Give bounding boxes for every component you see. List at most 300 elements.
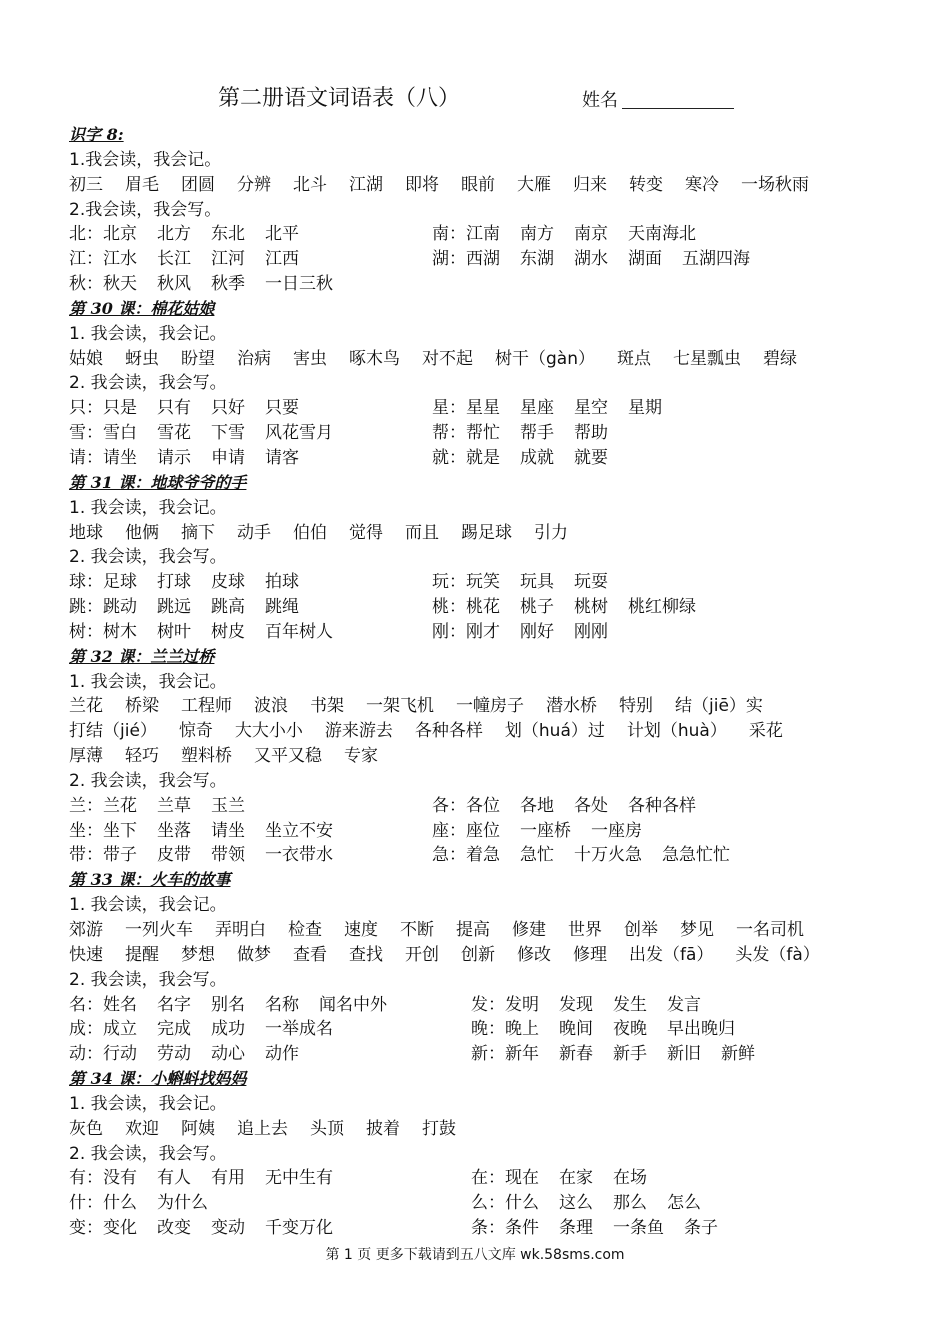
- vocab-word: 千变万化: [265, 1218, 333, 1239]
- vocab-word: 对不起: [422, 348, 473, 369]
- vocab-word: 头发（fà）: [735, 944, 820, 965]
- vocab-word: 怎么: [667, 1193, 701, 1214]
- write-row: [69, 272, 869, 297]
- write-row: [69, 421, 869, 446]
- vocab-word: 新旧: [667, 1044, 701, 1065]
- write-row: [69, 794, 869, 819]
- vocab-word: 树干（gàn）: [495, 348, 595, 369]
- vocab-word: 修理: [573, 944, 607, 965]
- vocab-word: 名字: [157, 994, 191, 1015]
- vocab-word: 树木: [103, 621, 137, 642]
- vocab-word: 完成: [157, 1019, 191, 1040]
- write-instruction: 2. 我会读，我会写。: [69, 770, 227, 791]
- vocab-word: 眉毛: [125, 174, 159, 195]
- vocab-word: 别名: [211, 994, 245, 1015]
- vocab-word: 一架飞机: [366, 696, 434, 717]
- vocab-word: 北京: [103, 224, 137, 245]
- vocab-word: 请坐: [103, 447, 137, 468]
- write-right-group: [432, 843, 750, 868]
- vocab-word: 没有: [103, 1168, 137, 1189]
- vocab-word: 皮球: [211, 572, 245, 593]
- vocab-word: 江水: [103, 249, 137, 270]
- character-head: 变：: [69, 1218, 103, 1239]
- vocab-word: 一座桥: [520, 820, 571, 841]
- vocab-word: 江湖: [349, 174, 383, 195]
- vocab-word: 打鼓: [422, 1118, 456, 1139]
- read-instruction: 1. 我会读，我会记。: [69, 323, 227, 344]
- vocab-word: 早出晚归: [667, 1019, 735, 1040]
- write-right-group: [432, 222, 716, 247]
- read-word-line: [69, 173, 869, 198]
- vocab-word: 轻巧: [125, 746, 159, 767]
- vocab-word: 郊游: [69, 920, 103, 940]
- vocab-word: 采花: [748, 721, 783, 742]
- vocab-word: 星星: [466, 398, 500, 419]
- write-right-group: [471, 1017, 755, 1042]
- read-word-line: [69, 694, 869, 719]
- character-head: 座：: [432, 820, 466, 841]
- character-head: 有：: [69, 1168, 103, 1189]
- vocab-word: 只有: [157, 398, 191, 419]
- read-instruction: 1. 我会读，我会记。: [69, 895, 227, 916]
- title-row: [0, 84, 950, 114]
- vocab-word: 跳远: [157, 597, 191, 618]
- character-head: 条：: [471, 1218, 505, 1239]
- vocab-word: 现在: [505, 1168, 539, 1189]
- write-right-group: [432, 396, 682, 421]
- vocab-word: 惊奇: [178, 721, 213, 742]
- vocab-word: 这么: [559, 1193, 593, 1214]
- vocab-word: 新年: [505, 1044, 539, 1065]
- vocab-word: 专家: [344, 746, 378, 767]
- vocab-word: 请客: [265, 447, 299, 468]
- write-right-group: [432, 819, 662, 844]
- vocab-word: 一日三秋: [265, 274, 333, 295]
- vocab-word: 新手: [613, 1044, 647, 1065]
- write-left-group: [69, 1166, 353, 1191]
- write-left-group: [69, 446, 319, 471]
- vocab-word: 帮手: [520, 423, 554, 444]
- write-left-group: [69, 272, 353, 297]
- vocab-word: 什么: [103, 1193, 137, 1214]
- vocab-word: 只是: [103, 398, 137, 419]
- write-right-group: [471, 1166, 667, 1191]
- vocab-word: 出发（fā）: [629, 944, 714, 965]
- vocab-word: 玩耍: [574, 572, 608, 593]
- vocab-word: 一名司机: [736, 920, 804, 940]
- character-head: 请：: [69, 447, 103, 468]
- vocab-word: 湖水: [574, 249, 608, 270]
- write-row: [69, 222, 869, 247]
- vocab-word: 坐立不安: [265, 820, 333, 841]
- vocab-word: 动手: [237, 522, 271, 543]
- vocab-word: 星座: [520, 398, 554, 419]
- vocab-word: 阿姨: [181, 1118, 215, 1139]
- character-head: 树：: [69, 621, 103, 642]
- section-heading: 第 32 课：兰兰过桥: [69, 646, 215, 666]
- vocab-word: 十万火急: [574, 845, 642, 866]
- write-instruction: 2. 我会读，我会写。: [69, 969, 227, 990]
- vocab-word: 各地: [520, 795, 554, 816]
- vocab-word: 团圆: [181, 174, 215, 195]
- vocab-word: 变化: [103, 1218, 137, 1239]
- vocab-word: 欢迎: [125, 1118, 159, 1139]
- vocab-word: 提醒: [125, 944, 159, 965]
- write-row: [69, 247, 869, 272]
- write-right-group: [471, 1216, 738, 1241]
- write-row: [69, 446, 869, 471]
- vocab-word: 湖面: [628, 249, 662, 270]
- vocab-word: 眼前: [461, 174, 495, 195]
- vocab-word: 斑点: [616, 348, 651, 369]
- write-left-group: [69, 570, 319, 595]
- vocab-word: 发现: [559, 994, 593, 1015]
- character-head: 江：: [69, 249, 103, 270]
- vocab-word: 弄明白: [215, 920, 266, 940]
- vocab-word: 有人: [157, 1168, 191, 1189]
- vocabulary-content: [69, 123, 869, 1241]
- vocab-word: 大雁: [517, 174, 551, 195]
- vocab-word: 一列火车: [125, 920, 193, 940]
- character-head: 发：: [471, 994, 505, 1015]
- vocab-word: 快速: [69, 944, 103, 965]
- vocab-word: 划（huá）过: [504, 721, 605, 742]
- character-head: 秋：: [69, 274, 103, 295]
- vocab-word: 成就: [520, 447, 554, 468]
- vocab-word: 归来: [573, 174, 607, 195]
- character-head: 只：: [69, 398, 103, 419]
- write-left-group: [69, 993, 407, 1018]
- vocab-word: 江河: [211, 249, 245, 270]
- vocab-word: 世界: [568, 920, 602, 940]
- write-left-group: [69, 1042, 319, 1067]
- vocab-word: 南方: [520, 224, 554, 245]
- vocab-word: 速度: [344, 920, 378, 940]
- vocab-word: 请坐: [211, 820, 245, 841]
- vocab-word: 无中生有: [265, 1168, 333, 1189]
- write-left-group: [69, 620, 353, 645]
- vocab-word: 一座房: [591, 820, 642, 841]
- vocab-word: 闻名中外: [319, 994, 387, 1015]
- vocab-word: 下雪: [211, 423, 245, 444]
- write-row: [69, 620, 869, 645]
- vocab-word: 条件: [505, 1218, 539, 1239]
- vocab-word: 秋风: [157, 274, 191, 295]
- character-head: 名：: [69, 994, 103, 1015]
- vocab-word: 打球: [157, 572, 191, 593]
- write-row: [69, 570, 869, 595]
- vocab-word: 塑料桥: [181, 746, 232, 767]
- write-left-group: [69, 396, 319, 421]
- section-heading: 第 31 课：地球爷爷的手: [69, 472, 247, 492]
- read-word-line: [69, 521, 869, 546]
- vocab-word: 成立: [103, 1019, 137, 1040]
- write-right-group: [471, 993, 721, 1018]
- character-head: 成：: [69, 1019, 103, 1040]
- vocab-word: 劳动: [157, 1044, 191, 1065]
- write-right-group: [432, 794, 716, 819]
- vocab-word: 帮助: [574, 423, 608, 444]
- vocab-word: 蚜虫: [125, 348, 159, 369]
- vocab-word: 刚才: [466, 621, 500, 642]
- vocab-word: 动心: [211, 1044, 245, 1065]
- write-instruction: 2.我会读，我会写。: [69, 199, 222, 220]
- name-label: 姓名: [582, 90, 618, 111]
- write-left-group: [69, 1017, 353, 1042]
- vocab-word: 厚薄: [69, 746, 103, 767]
- section-heading: 第 30 课：棉花姑娘: [69, 298, 215, 318]
- vocab-word: 改变: [157, 1218, 191, 1239]
- vocab-word: 查找: [349, 944, 383, 965]
- vocab-word: 动作: [265, 1044, 299, 1065]
- vocab-word: 盼望: [181, 348, 215, 369]
- vocab-word: 各处: [574, 795, 608, 816]
- character-head: 北：: [69, 224, 103, 245]
- vocab-word: 急忙: [520, 845, 554, 866]
- character-head: 新：: [471, 1044, 505, 1065]
- vocab-word: 分辨: [237, 174, 271, 195]
- write-left-group: [69, 247, 319, 272]
- vocab-word: 觉得: [349, 522, 383, 543]
- vocab-word: 南京: [574, 224, 608, 245]
- write-left-group: [69, 819, 353, 844]
- vocab-word: 那么: [613, 1193, 647, 1214]
- vocab-word: 做梦: [237, 944, 271, 965]
- write-right-group: [432, 446, 628, 471]
- vocab-word: 天南海北: [628, 224, 696, 245]
- vocab-word: 寒冷: [685, 174, 719, 195]
- character-head: 么：: [471, 1193, 505, 1214]
- vocab-word: 创举: [624, 920, 658, 940]
- vocab-word: 跳绳: [265, 597, 299, 618]
- write-row: [69, 1216, 869, 1241]
- write-instruction: 2. 我会读，我会写。: [69, 373, 227, 394]
- character-head: 什：: [69, 1193, 103, 1214]
- write-left-group: [69, 595, 319, 620]
- read-word-line: [69, 347, 869, 372]
- vocab-word: 桃红柳绿: [628, 597, 696, 618]
- read-instruction: 1. 我会读，我会记。: [69, 497, 227, 518]
- character-head: 晚：: [471, 1019, 505, 1040]
- write-right-group: [432, 620, 628, 645]
- vocab-word: 桃子: [520, 597, 554, 618]
- character-head: 刚：: [432, 621, 466, 642]
- vocab-word: 兰花: [103, 795, 137, 816]
- page-footer: 第 1 页 更多下载请到五八文库 wk.58sms.com: [325, 1247, 625, 1263]
- vocab-word: 姓名: [103, 994, 137, 1015]
- vocab-word: 披着: [366, 1118, 400, 1139]
- write-left-group: [69, 1191, 228, 1216]
- vocab-word: 桃树: [574, 597, 608, 618]
- vocab-word: 特别: [619, 696, 653, 717]
- vocab-word: 玉兰: [211, 795, 245, 816]
- character-head: 坐：: [69, 820, 103, 841]
- vocab-word: 跳高: [211, 597, 245, 618]
- write-right-group: [432, 247, 770, 272]
- vocab-word: 新春: [559, 1044, 593, 1065]
- character-head: 在：: [471, 1168, 505, 1189]
- vocab-word: 秋天: [103, 274, 137, 295]
- vocab-word: 雪花: [157, 423, 191, 444]
- vocab-word: 又平又稳: [254, 746, 322, 767]
- character-head: 桃：: [432, 597, 466, 618]
- vocab-word: 不断: [400, 920, 434, 940]
- write-left-group: [69, 421, 353, 446]
- vocab-word: 风花雪月: [265, 423, 333, 444]
- vocab-word: 兰花: [69, 696, 103, 717]
- vocab-word: 大大小小: [234, 721, 303, 742]
- vocab-word: 桃花: [466, 597, 500, 618]
- vocab-word: 树皮: [211, 621, 245, 642]
- vocab-word: 一幢房子: [456, 696, 524, 717]
- vocab-word: 修改: [517, 944, 551, 965]
- write-left-group: [69, 794, 265, 819]
- vocab-word: 条子: [684, 1218, 718, 1239]
- write-right-group: [432, 421, 628, 446]
- write-right-group: [432, 570, 628, 595]
- vocab-word: 梦见: [680, 920, 714, 940]
- vocab-word: 着急: [466, 845, 500, 866]
- write-row: [69, 396, 869, 421]
- character-head: 雪：: [69, 423, 103, 444]
- vocab-word: 工程师: [181, 696, 232, 717]
- vocab-word: 为什么: [157, 1193, 208, 1214]
- vocab-word: 碧绿: [762, 348, 797, 369]
- vocab-word: 就是: [466, 447, 500, 468]
- vocab-word: 北平: [265, 224, 299, 245]
- vocab-word: 踢足球: [461, 522, 512, 543]
- section-heading: 识字 8:: [69, 125, 124, 144]
- vocab-word: 星空: [574, 398, 608, 419]
- vocab-word: 长江: [157, 249, 191, 270]
- character-head: 跳：: [69, 597, 103, 618]
- vocab-word: 计划（huà）: [626, 721, 727, 742]
- vocab-word: 坐落: [157, 820, 191, 841]
- vocab-word: 各种各样: [414, 721, 483, 742]
- vocab-word: 变动: [211, 1218, 245, 1239]
- vocab-word: 初三: [69, 174, 103, 195]
- vocab-word: 急急忙忙: [662, 845, 730, 866]
- write-left-group: [69, 1216, 353, 1241]
- vocab-word: 江西: [265, 249, 299, 270]
- vocab-word: 星期: [628, 398, 662, 419]
- vocab-word: 兰草: [157, 795, 191, 816]
- character-head: 带：: [69, 845, 103, 866]
- vocab-word: 啄木鸟: [349, 348, 400, 369]
- vocab-word: 治病: [237, 348, 271, 369]
- character-head: 帮：: [432, 423, 466, 444]
- read-word-line: [69, 719, 869, 744]
- write-instruction: 2. 我会读，我会写。: [69, 547, 227, 568]
- write-row: [69, 843, 869, 868]
- vocab-word: 刚刚: [574, 621, 608, 642]
- vocab-word: 名称: [265, 994, 299, 1015]
- vocab-word: 江南: [466, 224, 500, 245]
- vocab-word: 姑娘: [69, 348, 103, 369]
- vocab-word: 查看: [293, 944, 327, 965]
- vocab-word: 各位: [466, 795, 500, 816]
- vocab-word: 条理: [559, 1218, 593, 1239]
- vocab-word: 潜水桥: [546, 696, 597, 717]
- vocab-word: 北斗: [293, 174, 327, 195]
- vocab-word: 只好: [211, 398, 245, 419]
- name-blank-line: [622, 108, 734, 109]
- character-head: 急：: [432, 845, 466, 866]
- write-row: [69, 1042, 869, 1067]
- vocab-word: 而且: [405, 522, 439, 543]
- read-instruction: 1.我会读，我会记。: [69, 149, 222, 170]
- vocab-word: 即将: [405, 174, 439, 195]
- vocab-word: 皮带: [157, 845, 191, 866]
- vocab-word: 刚好: [520, 621, 554, 642]
- read-word-line: [69, 1117, 869, 1142]
- write-row: [69, 819, 869, 844]
- vocab-word: 雪白: [103, 423, 137, 444]
- vocab-word: 五湖四海: [682, 249, 750, 270]
- section-heading: 第 33 课：火车的故事: [69, 870, 231, 890]
- vocab-word: 北方: [157, 224, 191, 245]
- character-head: 各：: [432, 795, 466, 816]
- page-title: 第二册语文词语表（八）: [218, 86, 461, 111]
- vocab-word: 在场: [613, 1168, 647, 1189]
- write-row: [69, 1191, 869, 1216]
- vocab-word: 开创: [405, 944, 439, 965]
- write-right-group: [432, 595, 716, 620]
- vocab-word: 带领: [211, 845, 245, 866]
- character-head: 玩：: [432, 572, 466, 593]
- write-row: [69, 993, 869, 1018]
- vocab-word: 灰色: [69, 1118, 103, 1139]
- read-word-line: [69, 943, 869, 968]
- write-row: [69, 1166, 869, 1191]
- vocab-word: 转变: [629, 174, 663, 195]
- read-instruction: 1. 我会读，我会记。: [69, 671, 227, 692]
- vocab-word: 西湖: [466, 249, 500, 270]
- read-word-line: [69, 744, 869, 769]
- vocab-word: 创新: [461, 944, 495, 965]
- vocab-word: 游来游去: [324, 721, 393, 742]
- vocab-word: 请示: [157, 447, 191, 468]
- vocab-word: 引力: [534, 522, 568, 543]
- vocab-word: 玩具: [520, 572, 554, 593]
- vocab-word: 申请: [211, 447, 245, 468]
- character-head: 就：: [432, 447, 466, 468]
- vocab-word: 波浪: [254, 696, 288, 717]
- vocab-word: 树叶: [157, 621, 191, 642]
- vocab-word: 足球: [103, 572, 137, 593]
- character-head: 动：: [69, 1044, 103, 1065]
- read-word-line: [69, 918, 869, 943]
- vocab-word: 一条鱼: [613, 1218, 664, 1239]
- section-heading: 第 34 课：小蝌蚪找妈妈: [69, 1069, 247, 1089]
- vocab-word: 桥梁: [125, 696, 159, 717]
- vocab-word: 晚上: [505, 1019, 539, 1040]
- vocab-word: 地球: [69, 522, 103, 543]
- vocab-word: 只要: [265, 398, 299, 419]
- vocab-word: 发生: [613, 994, 647, 1015]
- character-head: 南：: [432, 224, 466, 245]
- vocab-word: 帮忙: [466, 423, 500, 444]
- vocab-word: 新鲜: [721, 1044, 755, 1065]
- vocab-word: 检查: [288, 920, 322, 940]
- vocab-word: 行动: [103, 1044, 137, 1065]
- vocab-word: 一衣带水: [265, 845, 333, 866]
- character-head: 湖：: [432, 249, 466, 270]
- vocab-word: 拍球: [265, 572, 299, 593]
- vocab-word: 伯伯: [293, 522, 327, 543]
- character-head: 兰：: [69, 795, 103, 816]
- vocab-word: 跳动: [103, 597, 137, 618]
